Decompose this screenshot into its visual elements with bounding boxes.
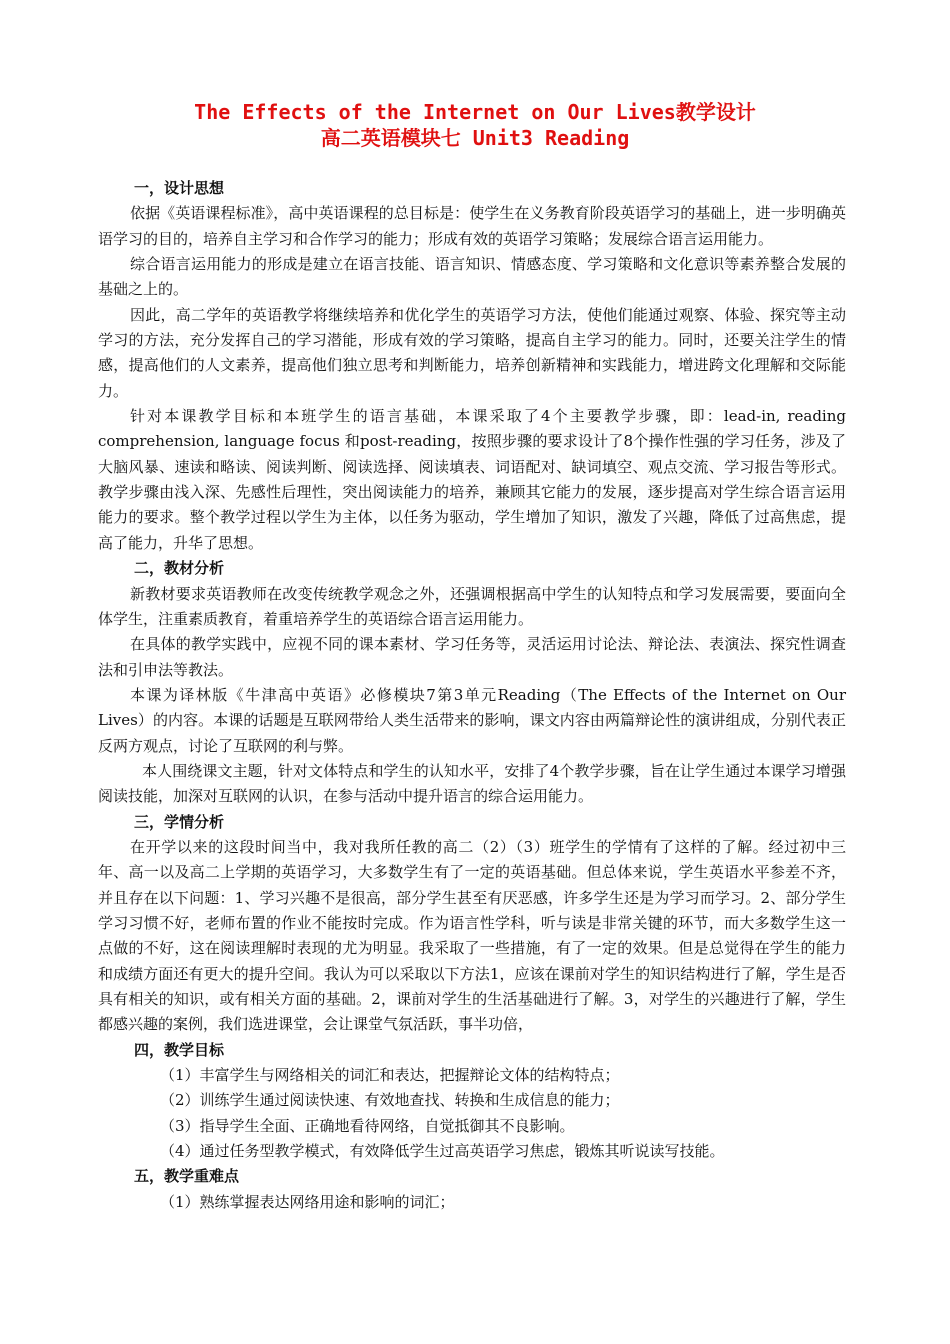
section-heading-key-difficulties: 五，教学重难点 [134, 1167, 240, 1186]
list-item: （1）丰富学生与网络相关的词汇和表达，把握辩论文体的结构特点； [160, 1066, 620, 1085]
document-title: The Effects of the Internet on Our Lives教学设计 [194, 100, 756, 124]
section-heading-student-analysis: 三，学情分析 [134, 812, 225, 831]
list-item: （1）熟练掌握表达网络用途和影响的词汇； [160, 1192, 455, 1211]
document-body [98, 176, 846, 1215]
section-heading-textbook-analysis: 二，教材分析 [134, 559, 225, 578]
paragraph: 综合语言运用能力的形成是建立在语言技能、语言知识、情感态度、学习策略和文化意识等素养整合发展的基础之上的。 [98, 255, 846, 299]
section-heading-teaching-goals: 四，教学目标 [134, 1040, 225, 1059]
list-item: （3）指导学生全面、正确地看待网络，自觉抵御其不良影响。 [160, 1116, 575, 1135]
paragraph: 依据《英语课程标准》，高中英语课程的总目标是：使学生在义务教育阶段英语学习的基础上，进一步明确英语学习的目的，培养自主学习和合作学习的能力；形成有效的英语学习策略；发展综合语言运用能力。 [98, 204, 846, 248]
document-subtitle: 高二英语模块七 Unit3 Reading [320, 126, 630, 150]
paragraph: 在开学以来的这段时间当中，我对我所任教的高二（2）（3）班学生的学情有了这样的了解。经过初中三年、高一以及高二上学期的英语学习，大多数学生有了一定的英语基础。但总体来说，学生英语水平参差不齐，并且存在以下问题：1、学习兴趣不是很高，部分学生甚至有厌恶感，许多学生还是为学习而学习。2、部分学生学习习惯不好，老师布置的作业不能按时完成。作为语言性学科，听与读是非常关键的环节，而大多数学生这一点做的不好，这在阅读理解时表现的尤为明显。我采取了一些措施，有了一定的效果。但是总觉得在学生的能力和成绩方面还有更大的提升空间。我认为可以采取以下方法1，应该在课前对学生的知识结构进行了解，学生是否具有相关的知识，或有相关方面的基础。2，课前对学生的生活基础进行了解。3，对学生的兴趣进行了解，学生都感兴趣的案例，我们选进课堂，会让课堂气氛活跃，事半功倍， [98, 837, 846, 1034]
paragraph: 因此，高二学年的英语教学将继续培养和优化学生的英语学习方法，使他们能通过观察、体验、探究等主动学习的方法，充分发挥自己的学习潜能，形成有效的学习策略，提高自主学习的能力。同时，还要关注学生的情感，提高他们的人文素养，提高他们独立思考和判断能力，培养创新精神和实践能力，增进跨文化理解和交际能力。 [98, 305, 846, 400]
paragraph: 本课为译林版《牛津高中英语》必修模块7第3单元Reading（The Effects of the Internet on Our Lives）的内容。本课的话题是互联网带给人类生活带来的影响，课文内容由两篇辩论性的演讲组成，分别代表正反两方观点，讨论了互联网的利与弊。 [98, 685, 846, 755]
list-item: （2）训练学生通过阅读快速、有效地查找、转换和生成信息的能力； [160, 1091, 620, 1110]
section-heading-design-idea: 一，设计思想 [134, 179, 225, 197]
paragraph: 本人围绕课文主题，针对文体特点和学生的认知水平，安排了4个教学步骤，旨在让学生通过本课学习增强阅读技能，加深对互联网的认识，在参与活动中提升语言的综合运用能力。 [98, 761, 846, 806]
paragraph: 新教材要求英语教师在改变传统教学观念之外，还强调根据高中学生的认知特点和学习发展需要，要面向全体学生，注重素质教育，着重培养学生的英语综合语言运用能力。 [98, 584, 846, 628]
paragraph: 针对本课教学目标和本班学生的语言基础，本课采取了4个主要教学步骤，即：lead-in, reading comprehension, language focus 和post-reading，按照步骤的要求设计了8个操作性强的学习任务，涉及了大脑风暴、速读和略读、阅读判断、阅读选择、阅读填表、词语配对、缺词填空、观点交流、学习报告等形式。教学步骤由浅入深、先感性后理性，突出阅读能力的培养，兼顾其它能力的发展，逐步提高对学生综合语言运用能力的要求。整个教学过程以学生为主体，以任务为驱动，学生增加了知识，激发了兴趣，降低了过高焦虑，提高了能力，升华了思想。 [98, 407, 846, 552]
paragraph: 在具体的教学实践中，应视不同的课本素材、学习任务等，灵活运用讨论法、辩论法、表演法、探究性调查法和引申法等教法。 [98, 635, 846, 679]
list-item: （4）通过任务型教学模式，有效降低学生过高英语学习焦虑，锻炼其听说读写技能。 [160, 1142, 725, 1161]
